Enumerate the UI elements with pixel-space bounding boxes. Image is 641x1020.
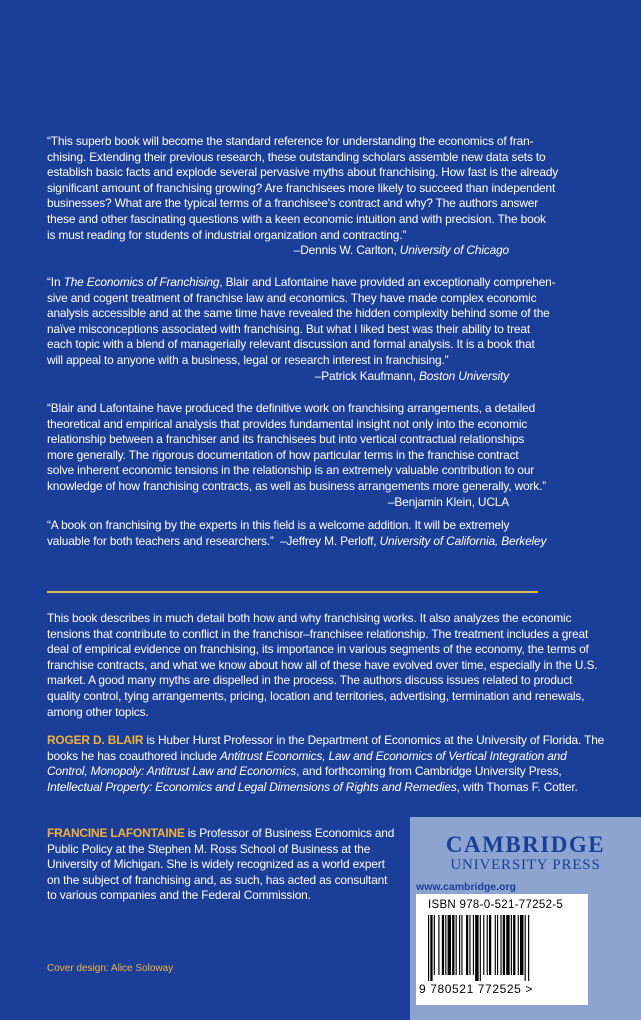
quote-line: chising. Extending their previous research, these outstanding scholars assemble new data sets to	[47, 149, 546, 164]
quote-line: sive and cogent treatment of franchise law and economics. They have made complex economic	[47, 290, 537, 305]
publisher-logo-name: CAMBRIDGE	[445, 832, 606, 857]
book-title: The Economics of Franchising	[63, 275, 220, 289]
quote-line: each topic with a blend of managerially relevant discussion and formal analysis. It is a book that	[47, 337, 535, 352]
attribution-author: –Jeffrey M. Perloff,	[280, 533, 377, 548]
author-name: ROGER D. BLAIR	[47, 733, 144, 747]
attribution-author: –Benjamin Klein, UCLA	[387, 494, 509, 509]
attribution-author: –Dennis W. Carlton,	[293, 243, 397, 258]
book-description: This book describes in much detail both how and why franchising works. It also analyzes the economic tensions that contribute to conflict in the franchisor–franchisee relationship. The treatment includes a great deal of empirical evidence on franchising, its importance in various segments of the economy, the terms of franchise contracts, and what we know about how all of these have evolved over time, especially in the U.S. market. A good many myths are dispelled in the process. The authors discuss issues related to product quality control, tying arrangements, pricing, location and territories, advertising, termination and renewals, among other topics.	[47, 611, 598, 719]
author-name: FRANCINE LAFONTAINE	[47, 826, 185, 840]
cover-design-credit: Cover design: Alice Soloway	[47, 963, 174, 974]
attribution-author: –Patrick Kaufmann,	[314, 368, 416, 383]
quote-line: naïve misconceptions associated with franchising. But what I liked best was their ability to treat	[47, 321, 530, 336]
quote-line: “A book on franchising by the experts in this field is a welcome addition. It will be extremely	[47, 518, 510, 532]
barcode-digits: 9 780521 772525 >	[419, 982, 533, 996]
author-bio-lafontaine: FRANCINE LAFONTAINE is Professor of Business Economics and Public Policy at the Stephen M. Ross School of Business at the University of Michigan. She is widely recognized as a world expert on the subject of franchising and, as such, has acted as consultant to various companies and the Federal Commission.	[47, 826, 395, 903]
quote-line: relationship between a franchiser and its franchisees but into vertical contractual relationships	[47, 432, 525, 447]
quote-line: “This superb book will become the standard reference for understanding the economics of fran-	[47, 134, 534, 148]
isbn-label: ISBN 978-0-521-77252-5	[428, 899, 564, 911]
quote-line: establish basic facts and explode several pervasive myths about franchising. How fast is the already	[47, 165, 559, 180]
publisher-url: www.cambridge.org	[416, 881, 516, 893]
quote-line: solve inherent economic tensions in the relationship is an extremely valuable contribution to our	[47, 463, 535, 478]
quote-attribution	[47, 495, 599, 511]
publisher-logo-subtitle: UNIVERSITY PRESS	[450, 857, 601, 873]
quote-line: these and other fascinating questions with a keen economic intuition and with precision. The book	[47, 211, 546, 226]
quote-line: more generally. The rigorous documentation of how particular terms in the franchise contract	[47, 447, 519, 462]
quote-line: will appeal to anyone with a business, legal or research interest in franchising.”	[47, 352, 449, 367]
quote-line: significant amount of franchising growing? Are franchisees more likely to succeed than independent	[47, 180, 556, 195]
endorsement-quote-klein	[47, 401, 599, 510]
endorsement-quote-perloff	[47, 518, 599, 549]
quote-attribution	[47, 243, 599, 259]
endorsement-quote-carlton	[47, 134, 599, 259]
endorsement-quote-kaufmann	[47, 275, 599, 384]
quote-line: “Blair and Lafontaine have produced the definitive work on franchising arrangements, a detailed	[47, 401, 536, 415]
quote-line: is must reading for students of industrial organization and contracting.”	[47, 227, 407, 242]
quote-attribution	[47, 369, 599, 385]
book-titles: Antitrust Economics, Law and Economics of Vertical Integration and Control, Monopoly: Antitrust Law and Economics	[47, 748, 567, 779]
author-bio-blair: ROGER D. BLAIR is Huber Hurst Professor in the Department of Economics at the University of Florida. The books he has coauthored include Antitrust Economics, Law and Economics of Vertical Integration and Control, Monopoly: Antitrust Law and Economics, and forthcoming from Cambridge University Press, Intellectual Property: Economics and Legal Dimensions of Rights and Remedies, with Thomas F. Cotter.	[47, 733, 605, 794]
divider-rule	[47, 591, 538, 593]
barcode-icon	[428, 915, 578, 981]
attribution-affiliation: Boston University	[419, 368, 509, 383]
quote-line: businesses? What are the typical terms of a franchisee's contract and why? The authors answer	[47, 196, 539, 211]
quote-line: analysis accessible and at the same time have revealed the hidden complexity behind some of the	[47, 306, 550, 321]
publisher-panel	[410, 817, 641, 1020]
attribution-affiliation: University of California, Berkeley	[379, 533, 547, 548]
quote-line: theoretical and empirical analysis that provides fundamental insight not only into the economic	[47, 416, 528, 431]
attribution-affiliation: University of Chicago	[399, 243, 509, 258]
quote-line: “In The Economics of Franchising, Blair and Lafontaine have provided an exceptionally comprehen-	[47, 275, 556, 289]
barcode-box	[416, 894, 588, 1005]
book-title: Intellectual Property: Economics and Legal Dimensions of Rights and Remedies	[47, 779, 457, 794]
quote-line: knowledge of how franchising contracts, as well as business arrangements more generally, work.”	[47, 478, 547, 493]
quote-line: valuable for both teachers and researchers.” –Jeffrey M. Perloff, University of California, Berkeley	[47, 533, 547, 548]
